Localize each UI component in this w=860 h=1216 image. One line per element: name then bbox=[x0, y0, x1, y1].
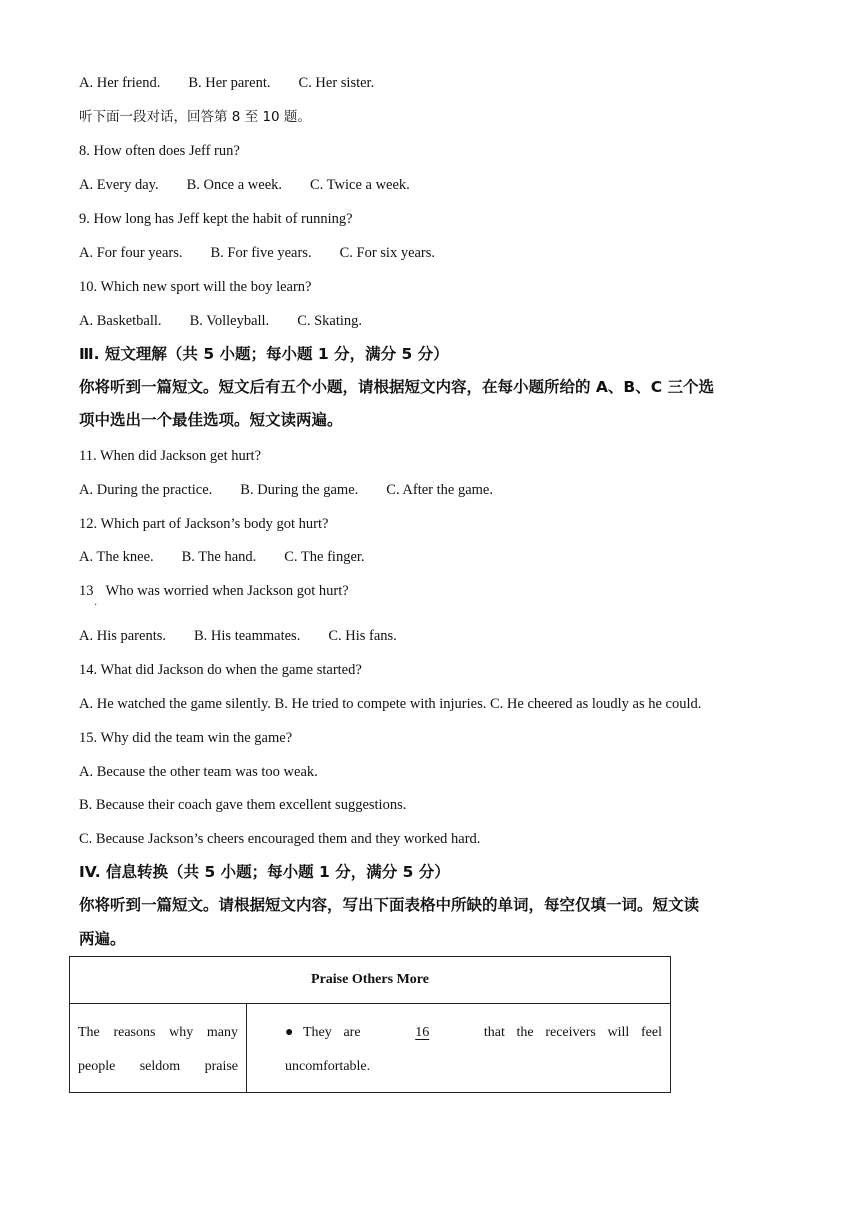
q14-options: A. He watched the game silently. B. He tried to compete with injuries. C. He cheered as loudly as he could. bbox=[79, 696, 702, 712]
section-4-instruction-line-2: 两遍。 bbox=[79, 930, 126, 948]
question-15: 15. Why did the team win the game? bbox=[79, 730, 293, 746]
answer-blank-16[interactable]: 16 bbox=[415, 1025, 430, 1040]
section-4-title: IV. 信息转换（共 5 小题；每小题 1 分，满分 5 分） bbox=[79, 863, 450, 881]
option: A. Her friend. bbox=[79, 75, 161, 91]
table-row-content bbox=[247, 1004, 671, 1093]
option: A. Every day. bbox=[79, 177, 159, 193]
q12-options bbox=[79, 547, 393, 567]
table-row-label: The reasons why many people seldom praise bbox=[70, 1004, 247, 1093]
option: A. His parents. bbox=[79, 628, 166, 644]
question-number: 13 bbox=[79, 583, 94, 599]
word: are bbox=[343, 1025, 361, 1040]
word: that bbox=[483, 1025, 505, 1040]
option: A. For four years. bbox=[79, 245, 183, 261]
option: B. Her parent. bbox=[188, 75, 271, 91]
table-title: Praise Others More bbox=[70, 957, 671, 1004]
option: C. His fans. bbox=[328, 628, 397, 644]
option: B. During the game. bbox=[240, 482, 359, 498]
option: A. During the practice. bbox=[79, 482, 213, 498]
stray-dot: · bbox=[94, 600, 98, 611]
option: A. The knee. bbox=[79, 549, 154, 565]
q15-option-c: C. Because Jackson’s cheers encouraged them and they worked hard. bbox=[79, 831, 481, 847]
option: C. Her sister. bbox=[298, 75, 375, 91]
option: B. For five years. bbox=[210, 245, 312, 261]
q9-options bbox=[79, 243, 463, 263]
word: feel bbox=[640, 1025, 662, 1040]
option: C. Twice a week. bbox=[310, 177, 410, 193]
question-8: 8. How often does Jeff run? bbox=[79, 143, 240, 159]
option: C. After the game. bbox=[386, 482, 493, 498]
question-13 bbox=[79, 581, 349, 601]
q7-options bbox=[79, 73, 402, 93]
row-line-1 bbox=[285, 1016, 662, 1050]
row-line-2: uncomfortable. bbox=[285, 1059, 371, 1074]
q15-option-a: A. Because the other team was too weak. bbox=[79, 764, 318, 780]
q11-options bbox=[79, 480, 521, 500]
option: B. The hand. bbox=[181, 549, 257, 565]
option: B. Volleyball. bbox=[189, 313, 270, 329]
section-3-instruction-line-1: 你将听到一篇短文。短文后有五个小题，请根据短文内容，在每小题所给的 A、B、C 三个选 bbox=[79, 378, 714, 396]
bullet-icon: ● bbox=[285, 1025, 294, 1040]
question-14: 14. What did Jackson do when the game started? bbox=[79, 662, 362, 678]
word: the bbox=[516, 1025, 534, 1040]
option: C. For six years. bbox=[339, 245, 436, 261]
section-4-instruction-line-1: 你将听到一篇短文。请根据短文内容，写出下面表格中所缺的单词，每空仅填一词。短文读 bbox=[79, 896, 700, 914]
q8-options bbox=[79, 175, 438, 195]
option: B. His teammates. bbox=[194, 628, 301, 644]
q10-options bbox=[79, 311, 390, 331]
word: will bbox=[607, 1025, 630, 1040]
question-text: Who was worried when Jackson got hurt? bbox=[105, 583, 349, 599]
question-11: 11. When did Jackson get hurt? bbox=[79, 448, 262, 464]
question-12: 12. Which part of Jackson’s body got hurt? bbox=[79, 516, 329, 532]
section-3-title: Ⅲ. 短文理解（共 5 小题；每小题 1 分，满分 5 分） bbox=[79, 345, 449, 363]
instruction-8-10: 听下面一段对话，回答第 8 至 10 题。 bbox=[79, 109, 311, 125]
section-3-instruction-line-2: 项中选出一个最佳选项。短文读两遍。 bbox=[79, 411, 343, 429]
option: C. Skating. bbox=[297, 313, 363, 329]
option: B. Once a week. bbox=[186, 177, 283, 193]
question-9: 9. How long has Jeff kept the habit of running? bbox=[79, 211, 353, 227]
q13-options bbox=[79, 626, 425, 646]
word: receivers bbox=[545, 1025, 596, 1040]
option: C. The finger. bbox=[284, 549, 365, 565]
question-10: 10. Which new sport will the boy learn? bbox=[79, 279, 312, 295]
option: A. Basketball. bbox=[79, 313, 162, 329]
word: They bbox=[303, 1025, 332, 1040]
info-table bbox=[69, 956, 671, 1093]
q15-option-b: B. Because their coach gave them excellent suggestions. bbox=[79, 797, 407, 813]
